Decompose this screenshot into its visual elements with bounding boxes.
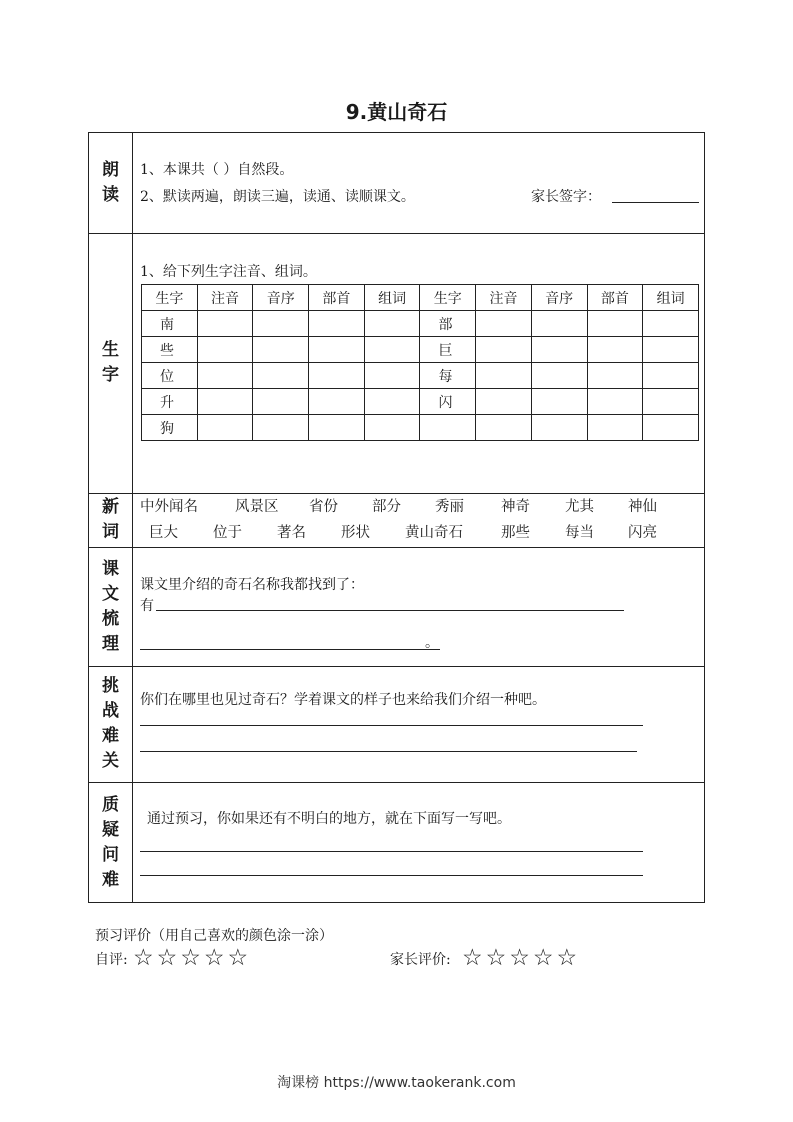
answer-cell[interactable] <box>643 415 699 441</box>
answer-cell[interactable] <box>253 415 309 441</box>
row-divider <box>89 547 704 548</box>
new-word: 形状 <box>341 525 370 541</box>
evaluation-title: 预习评价（用自己喜欢的颜色涂一涂） <box>95 928 333 944</box>
column-header: 注音 <box>476 285 532 311</box>
column-header: 生字 <box>420 285 476 311</box>
answer-cell[interactable] <box>309 389 365 415</box>
row-divider <box>89 233 704 234</box>
answer-cell[interactable] <box>531 337 587 363</box>
character-cell: 部 <box>420 311 476 337</box>
answer-cell[interactable] <box>309 311 365 337</box>
label-char: 疑 <box>102 820 119 840</box>
label-char: 难 <box>102 870 119 890</box>
parent-sign-line[interactable] <box>612 202 699 203</box>
table-header-row <box>142 285 699 311</box>
answer-cell[interactable] <box>476 389 532 415</box>
new-word: 中外闻名 <box>140 499 198 515</box>
answer-cell[interactable] <box>476 311 532 337</box>
answer-cell[interactable] <box>364 363 420 389</box>
worksheet-table <box>88 132 705 903</box>
new-word: 闪亮 <box>628 525 657 541</box>
answer-cell[interactable] <box>364 311 420 337</box>
answer-cell[interactable] <box>531 389 587 415</box>
character-cell: 些 <box>142 337 198 363</box>
reading-line-2: 2、默读两遍，朗读三遍，读通、读顺课文。 <box>140 189 415 205</box>
column-header: 组词 <box>643 285 699 311</box>
label-char: 质 <box>102 795 119 815</box>
character-cell <box>420 415 476 441</box>
new-word: 位于 <box>213 525 242 541</box>
text-review-prefix: 有 <box>140 598 154 614</box>
answer-cell[interactable] <box>364 337 420 363</box>
section-label-characters <box>89 233 132 493</box>
label-char: 词 <box>102 522 119 542</box>
parent-eval-stars[interactable]: ☆☆☆☆☆ <box>462 945 581 971</box>
table-row <box>142 311 699 337</box>
character-cell: 狗 <box>142 415 198 441</box>
self-eval-label: 自评: <box>95 952 128 968</box>
label-char: 课 <box>102 558 119 579</box>
column-header: 生字 <box>142 285 198 311</box>
label-column-divider <box>132 133 133 902</box>
answer-cell[interactable] <box>253 337 309 363</box>
label-char: 关 <box>102 751 119 771</box>
answer-line[interactable] <box>140 751 637 752</box>
label-char: 战 <box>102 701 119 721</box>
new-word: 省份 <box>309 499 338 515</box>
answer-cell[interactable] <box>309 415 365 441</box>
label-char: 问 <box>102 845 119 865</box>
label-char: 难 <box>102 726 119 746</box>
label-char: 字 <box>102 365 119 385</box>
answer-cell[interactable] <box>531 415 587 441</box>
new-word: 著名 <box>277 525 306 541</box>
row-divider <box>89 493 704 494</box>
section-label-reading <box>89 133 132 233</box>
answer-cell[interactable] <box>253 363 309 389</box>
answer-cell[interactable] <box>643 337 699 363</box>
character-cell: 南 <box>142 311 198 337</box>
row-divider <box>89 782 704 783</box>
answer-cell[interactable] <box>587 337 643 363</box>
section-label-challenge <box>89 666 132 782</box>
character-cell: 巨 <box>420 337 476 363</box>
label-char: 新 <box>102 497 119 517</box>
answer-cell[interactable] <box>587 415 643 441</box>
answer-cell[interactable] <box>197 389 253 415</box>
text-review-period: 。 <box>425 635 439 651</box>
answer-cell[interactable] <box>309 363 365 389</box>
section-label-text-review <box>89 547 132 666</box>
column-header: 注音 <box>197 285 253 311</box>
table-row <box>142 363 699 389</box>
parent-sign-label: 家长签字： <box>531 189 601 205</box>
answer-cell[interactable] <box>476 363 532 389</box>
column-header: 部首 <box>309 285 365 311</box>
answer-cell[interactable] <box>197 337 253 363</box>
answer-cell[interactable] <box>197 363 253 389</box>
column-header: 音序 <box>531 285 587 311</box>
character-cell: 升 <box>142 389 198 415</box>
challenge-prompt: 你们在哪里也见过奇石？学着课文的样子也来给我们介绍一种吧。 <box>140 692 546 708</box>
self-eval-stars[interactable]: ☆☆☆☆☆ <box>133 945 252 971</box>
answer-cell[interactable] <box>364 415 420 441</box>
label-char: 读 <box>102 185 119 205</box>
answer-cell[interactable] <box>587 389 643 415</box>
table-row <box>142 337 699 363</box>
answer-line[interactable] <box>140 851 643 852</box>
answer-cell[interactable] <box>643 311 699 337</box>
answer-cell[interactable] <box>476 415 532 441</box>
answer-cell[interactable] <box>364 389 420 415</box>
new-word: 黄山奇石 <box>405 525 463 541</box>
text-review-prompt: 课文里介绍的奇石名称我都找到了： <box>140 577 364 593</box>
character-table <box>141 284 699 441</box>
new-word: 每当 <box>565 525 594 541</box>
column-header: 部首 <box>587 285 643 311</box>
character-cell: 闪 <box>420 389 476 415</box>
answer-line[interactable] <box>140 725 643 726</box>
row-divider <box>89 666 704 667</box>
new-word: 神奇 <box>501 499 530 515</box>
new-word: 尤其 <box>565 499 594 515</box>
footer-watermark: 淘课榜 https://www.taokerank.com <box>277 1075 516 1091</box>
label-char: 梳 <box>102 608 119 629</box>
answer-cell[interactable] <box>531 311 587 337</box>
label-char: 文 <box>102 583 119 604</box>
table-row <box>142 415 699 441</box>
reading-line-1: 1、本课共（ ）自然段。 <box>140 162 294 178</box>
column-header: 组词 <box>364 285 420 311</box>
character-cell: 位 <box>142 363 198 389</box>
answer-cell[interactable] <box>476 337 532 363</box>
new-word: 那些 <box>501 525 530 541</box>
answer-cell[interactable] <box>197 415 253 441</box>
questions-prompt: 通过预习，你如果还有不明白的地方，就在下面写一写吧。 <box>147 811 511 827</box>
label-char: 生 <box>102 340 119 360</box>
answer-cell[interactable] <box>309 337 365 363</box>
answer-cell[interactable] <box>587 363 643 389</box>
answer-line[interactable] <box>156 610 624 611</box>
answer-cell[interactable] <box>197 311 253 337</box>
new-word: 部分 <box>372 499 401 515</box>
label-char: 朗 <box>102 160 119 180</box>
answer-line[interactable] <box>140 649 440 650</box>
answer-cell[interactable] <box>643 389 699 415</box>
new-word: 巨大 <box>149 525 178 541</box>
character-cell: 每 <box>420 363 476 389</box>
answer-cell[interactable] <box>643 363 699 389</box>
label-char: 理 <box>102 633 119 654</box>
new-word: 风景区 <box>235 499 279 515</box>
new-word: 秀丽 <box>435 499 464 515</box>
table-row <box>142 389 699 415</box>
section-label-new-words <box>89 493 132 547</box>
column-header: 音序 <box>253 285 309 311</box>
section-label-questions <box>89 782 132 904</box>
label-char: 挑 <box>102 676 119 696</box>
answer-line[interactable] <box>140 875 643 876</box>
answer-cell[interactable] <box>253 311 309 337</box>
parent-eval-label: 家长评价: <box>390 952 451 968</box>
answer-cell[interactable] <box>587 311 643 337</box>
answer-cell[interactable] <box>253 389 309 415</box>
characters-instruction: 1、给下列生字注音、组词。 <box>140 264 317 280</box>
page-title: 9.黄山奇石 <box>345 100 448 124</box>
answer-cell[interactable] <box>531 363 587 389</box>
new-word: 神仙 <box>628 499 657 515</box>
